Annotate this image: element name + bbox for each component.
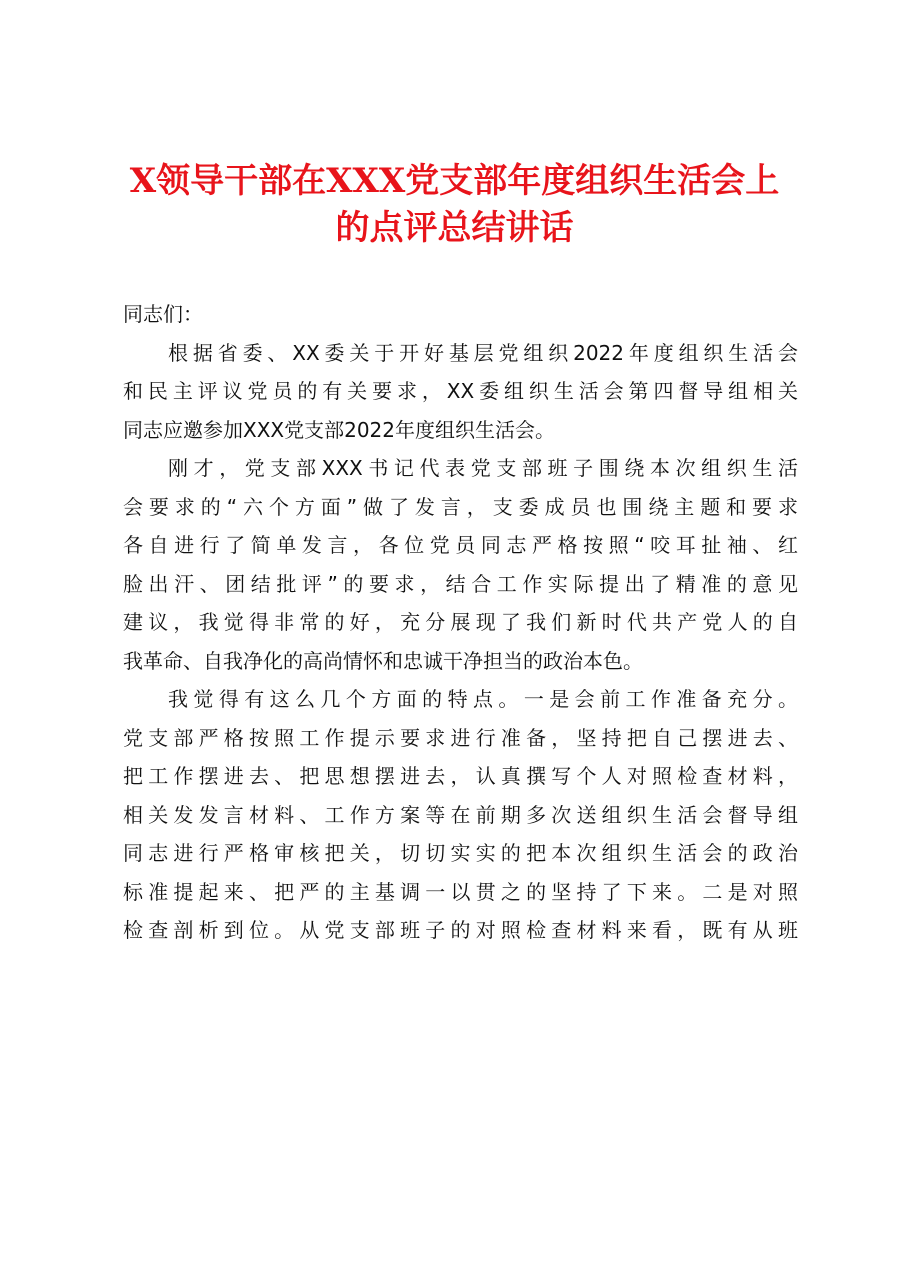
paragraph-line: 脸出汗、团结批评”的要求，结合工作实际提出了精准的意见 [123,571,798,596]
paragraph-line: 检查剖析到位。从党支部班子的对照检查材料来看，既有从班 [123,918,798,942]
paragraph-line: 标准提起来、把严的主基调一以贯之的坚持了下来。二是对照 [123,879,798,904]
paragraph-line: 建议，我觉得非常的好，充分展现了我们新时代共产党人的自 [123,610,798,634]
document-body [123,295,798,950]
paragraph-line: 同志应邀参加XXX党支部2022年度组织生活会。 [123,417,556,442]
paragraph-line: 把工作摆进去、把思想摆进去，认真撰写个人对照检查材料， [123,764,798,788]
title-line-1: X领导干部在XXX党支部年度组织生活会上 [129,161,780,201]
paragraph-line: 根据省委、XX委关于开好基层党组织2022年度组织生活会 [168,340,798,365]
paragraph-line: 刚才，党支部XXX书记代表党支部班子围绕本次组织生活 [168,456,798,480]
paragraph-line: 和民主评议党员的有关要求，XX委组织生活会第四督导组相关 [123,379,798,403]
paragraph-line: 同志进行严格审核把关，切切实实的把本次组织生活会的政治 [123,841,798,865]
paragraph-line: 会要求的“六个方面”做了发言，支委成员也围绕主题和要求 [123,494,798,519]
paragraph-line: 我觉得有这么几个方面的特点。一是会前工作准备充分。 [168,687,798,711]
paragraph-1 [123,334,798,450]
paragraph-line: 我革命、自我净化的高尚情怀和忠诚干净担当的政治本色。 [123,648,643,673]
paragraph-2 [123,449,798,680]
paragraph-line: 相关发发言材料、工作方案等在前期多次送组织生活会督导组 [123,802,798,827]
paragraph-line: 各自进行了简单发言，各位党员同志严格按照“咬耳扯袖、红 [123,533,798,557]
title-line-2: 的点评总结讲话 [335,208,574,248]
paragraph-3 [123,680,798,950]
document-title [100,158,809,252]
paragraph-line: 党支部严格按照工作提示要求进行准备，坚持把自己摆进去、 [123,725,798,750]
salutation: 同志们： [123,302,203,326]
